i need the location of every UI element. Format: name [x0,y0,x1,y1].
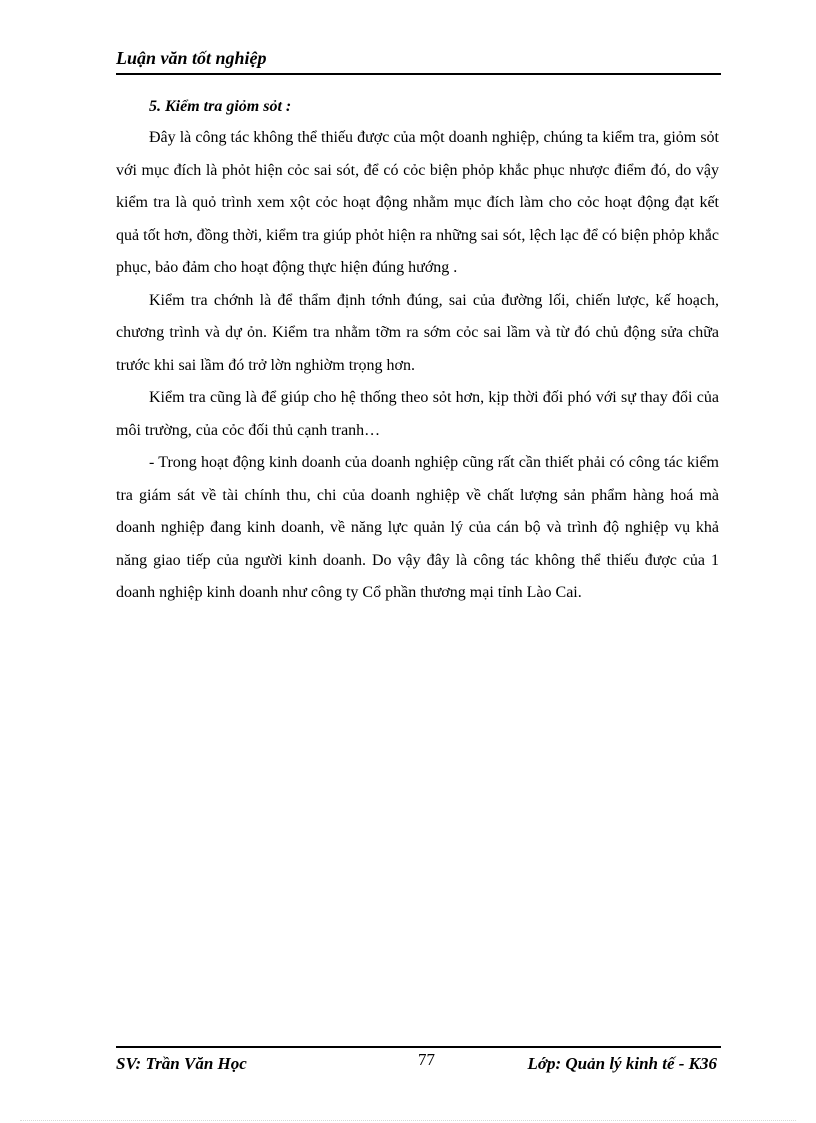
paragraph-2: Kiểm tra chớnh là để thẩm định tớnh đúng, sai của đường lối, chiến lược, kế hoạch, chương trình và dự ỏn. Kiểm tra nhằm tỡm ra sớm cỏc sai lầm và từ đó chủ động sửa chữa trước khi sai lầm đó trở lờn nghiờm trọng hơn. [116,291,719,374]
section-heading: 5. Kiểm tra giỏm sỏt : [149,98,292,115]
header-rule [116,73,721,75]
paragraph-3: Kiểm tra cũng là để giúp cho hệ thống theo sỏt hơn, kịp thời đối phó với sự thay đổi của môi trường, của cỏc đối thủ cạnh tranh… [116,389,719,439]
paragraph-4: - Trong hoạt động kinh doanh của doanh nghiệp cũng rất cần thiết phải có công tác kiểm tra giám sát về tài chính thu, chi của doanh nghiệp về chất lượng sản phẩm hàng hoá mà doanh nghiệp đang kinh doanh, về năng lực quản lý của cán bộ và trình độ nghiệp vụ khả năng giao tiếp của người kinh doanh. Do vậy đây là công tác không thể thiếu được của 1 doanh nghiệp kinh doanh như công ty Cổ phần thương mại tỉnh Lào Cai. [116,454,719,601]
header-title: Luận văn tốt nghiệp [116,48,267,68]
footer-class: Lớp: Quản lý kinh tế - K36 [527,1054,717,1073]
footer-rule [116,1046,721,1048]
footer [116,1050,721,1080]
page-number: 77 [418,1050,435,1069]
paragraph-1: Đây là công tác không thể thiếu được của một doanh nghiệp, chúng ta kiểm tra, giỏm sỏt với mục đích là phỏt hiện cỏc sai sót, để có cỏc biện phỏp khắc phục nhược điểm đó, do vậy kiểm tra là quỏ trình xem xột cỏc hoạt động nhằm mục đích làm cho cỏc hoạt động đạt kết quả tốt hơn, đồng thời, kiểm tra giúp phỏt hiện ra những sai sót, lệch lạc để có biện phỏp khắc phục, bảo đảm cho hoạt động thực hiện đúng hướng . [116,129,719,276]
page-content [116,92,719,610]
page-bottom-border [20,1120,796,1121]
footer-student: SV: Trần Văn Học [116,1054,247,1073]
